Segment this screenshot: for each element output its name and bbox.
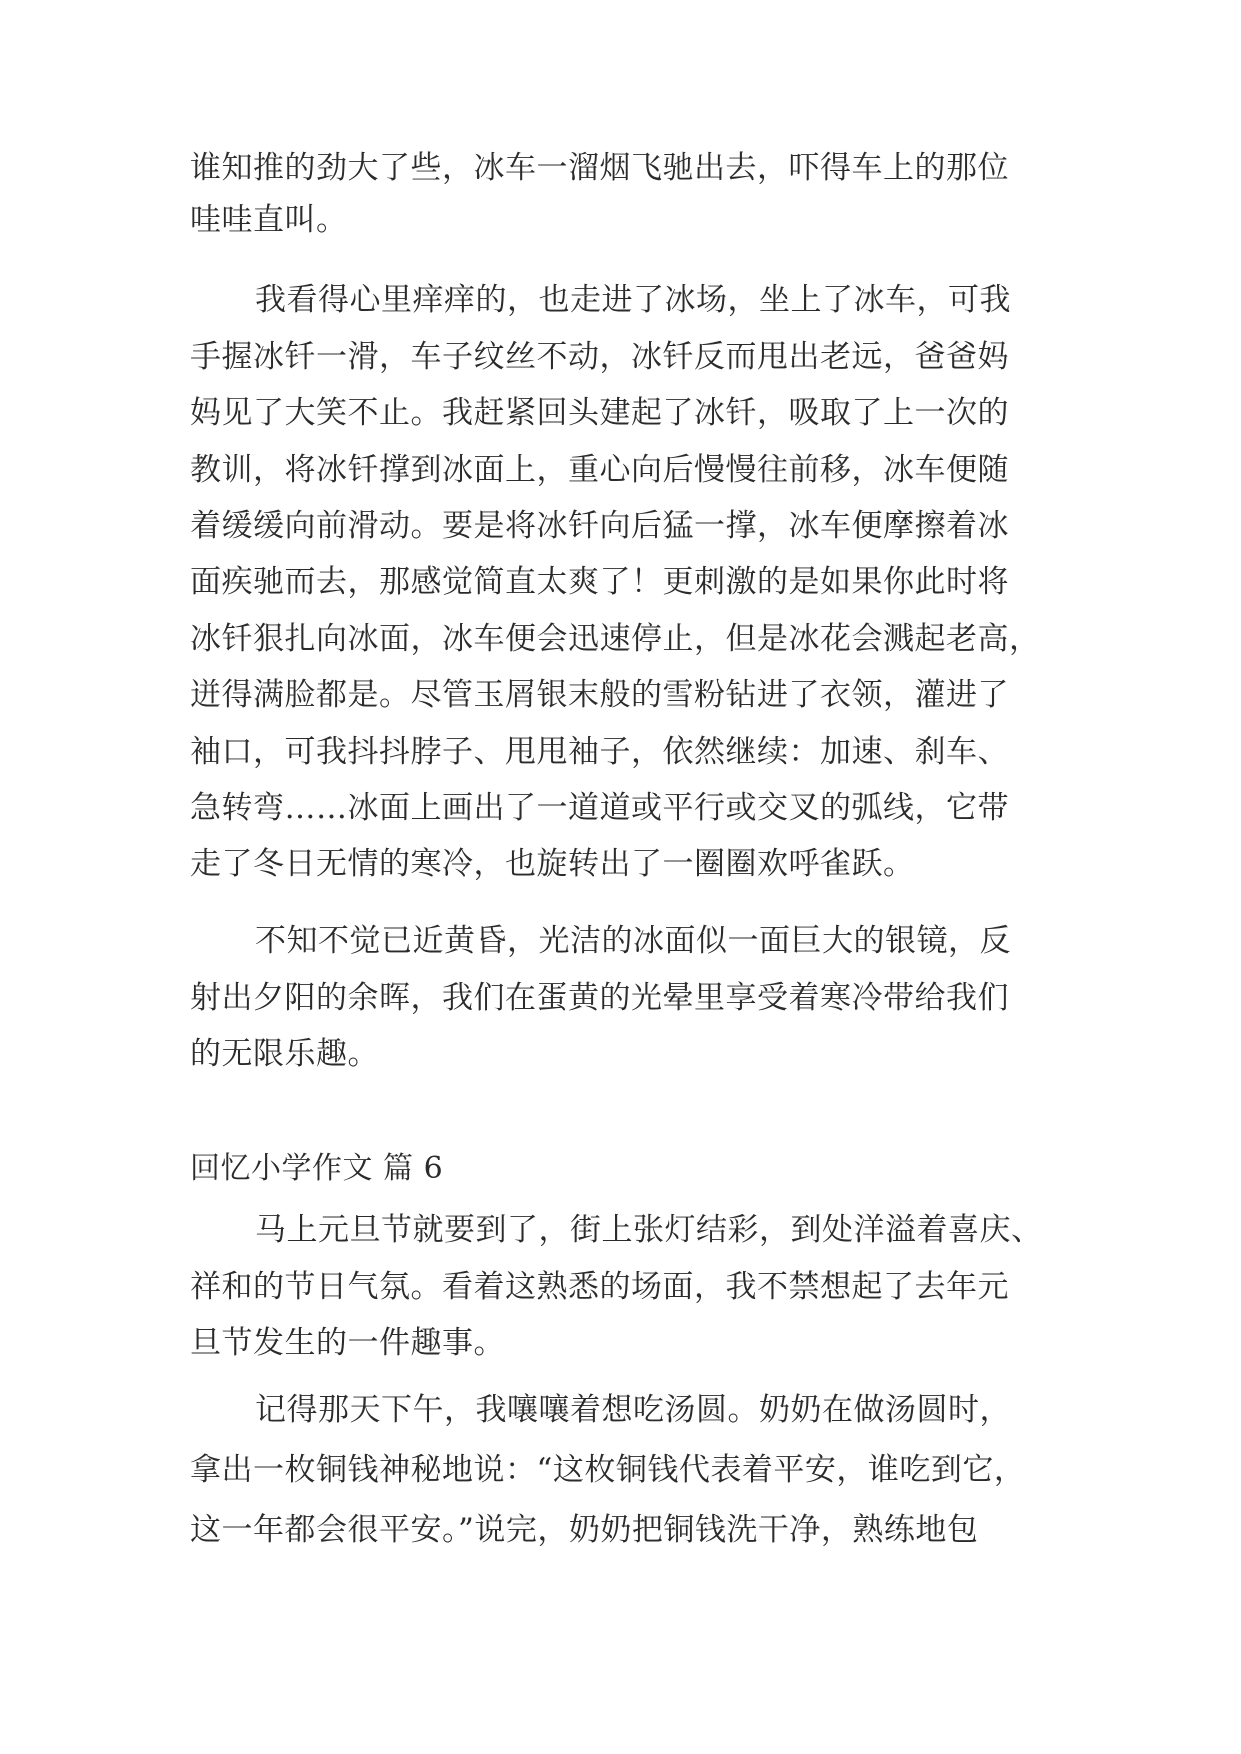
paragraph-line: 马上元旦节就要到了，街上张灯结彩，到处洋溢着喜庆、	[255, 1212, 1043, 1248]
paragraph-line: 谁知推的劲大了些，冰车一溜烟飞驰出去，吓得车上的那位	[190, 150, 1009, 186]
paragraph-line: 祥和的节日气氛。看着这熟悉的场面，我不禁想起了去年元	[190, 1269, 1009, 1305]
paragraph-line: 不知不觉已近黄昏，光洁的冰面似一面巨大的银镜，反	[255, 923, 1011, 959]
paragraph-line: 冰钎狠扎向冰面，冰车便会迅速停止，但是冰花会溅起老高，	[190, 621, 1041, 657]
paragraph-line: 这一年都会很平安。”说完，奶奶把铜钱洗干净，熟练地包	[190, 1512, 979, 1548]
paragraph-line: 教训，将冰钎撑到冰面上，重心向后慢慢往前移，冰车便随	[190, 452, 1009, 488]
section-heading: 回忆小学作文 篇 6	[190, 1151, 444, 1186]
paragraph-line: 拿出一枚铜钱神秘地说：“这枚铜钱代表着平安，谁吃到它，	[190, 1452, 1026, 1488]
paragraph-line: 面疾驰而去，那感觉简直太爽了！更刺激的是如果你此时将	[190, 564, 1009, 600]
paragraph-line: 记得那天下午，我嚷嚷着想吃汤圆。奶奶在做汤圆时，	[255, 1392, 1011, 1428]
paragraph-line: 手握冰钎一滑，车子纹丝不动，冰钎反而甩出老远，爸爸妈	[190, 339, 1009, 375]
paragraph-line: 哇哇直叫。	[190, 202, 348, 238]
paragraph-line: 袖口，可我抖抖脖子、甩甩袖子，依然继续：加速、刹车、	[190, 734, 1009, 770]
paragraph-line: 的无限乐趣。	[190, 1036, 379, 1072]
paragraph-line: 旦节发生的一件趣事。	[190, 1325, 505, 1361]
paragraph-line: 急转弯……冰面上画出了一道道或平行或交叉的弧线，它带	[190, 790, 1009, 826]
paragraph-line: 我看得心里痒痒的，也走进了冰场，坐上了冰车，可我	[255, 282, 1011, 318]
paragraph-line: 射出夕阳的余晖，我们在蛋黄的光晕里享受着寒冷带给我们	[190, 980, 1009, 1016]
paragraph-line: 着缓缓向前滑动。要是将冰钎向后猛一撑，冰车便摩擦着冰	[190, 508, 1009, 544]
paragraph-line: 走了冬日无情的寒冷，也旋转出了一圈圈欢呼雀跃。	[190, 846, 915, 882]
paragraph-line: 妈见了大笑不止。我赶紧回头建起了冰钎，吸取了上一次的	[190, 395, 1009, 431]
paragraph-line: 迸得满脸都是。尽管玉屑银末般的雪粉钻进了衣领，灌进了	[190, 677, 1009, 713]
